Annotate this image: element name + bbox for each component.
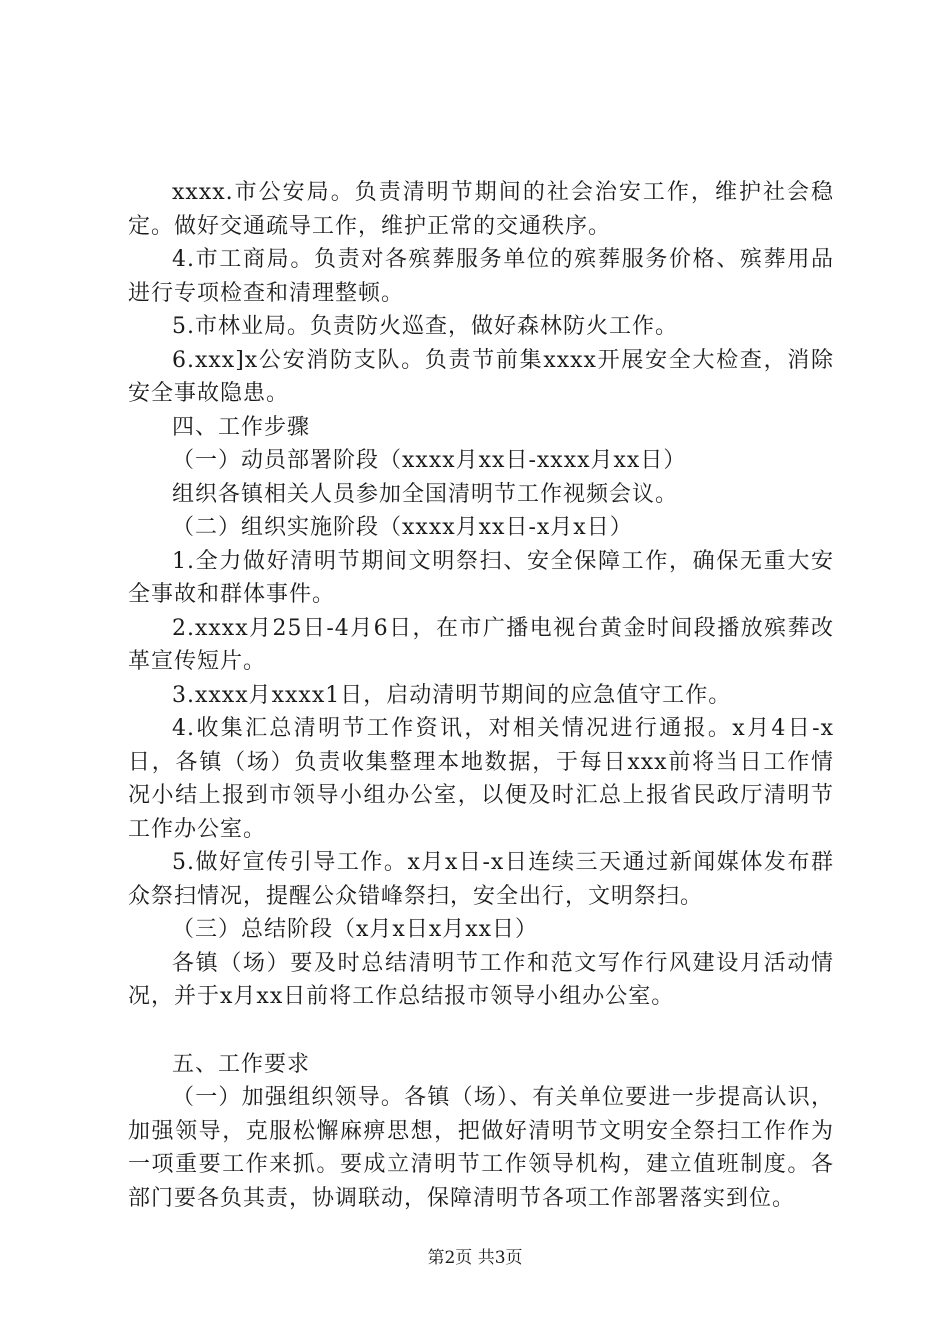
subheading-mobilization-stage: （一）动员部署阶段（xxxx月xx日-xxxx月xx日） [172,448,687,473]
paragraph-commerce-bureau: 4.市工商局。负责对各殡葬服务单位的殡葬服务价格、殡葬用品进行专项检查和清理整顿。 [128,247,834,306]
document-body [128,176,834,1215]
paragraph-step-3: 3.xxxx月xxxx1日，启动清明节期间的应急值守工作。 [172,682,732,708]
subheading-implementation-stage: （二）组织实施阶段（xxxx月xx日-x月x日） [172,515,633,540]
paragraph-forestry-bureau: 5.市林业局。负责防火巡查，做好森林防火工作。 [172,314,678,339]
section-heading-work-steps: 四、工作步骤 [172,414,311,440]
paragraph-step-4: 4.收集汇总清明节工作资讯，对相关情况进行通报。x月4日-x日，各镇（场）负责收集整理本地数据，于每日xxx前将当日工作情况小结上报到市领导小组办公室，以便及时汇总上报省民政厅清明节工作办公室。 [128,716,834,842]
section-heading-work-requirements: 五、工作要求 [172,1051,311,1077]
paragraph-step-5: 5.做好宣传引导工作。x月x日-x日连续三天通过新闻媒体发布群众祭扫情况，提醒公众错峰祭扫，安全出行，文明祭扫。 [128,850,834,909]
paragraph-requirement-1: （一）加强组织领导。各镇（场）、有关单位要进一步提高认识，加强领导，克服松懈麻痹思想，把做好清明节文明安全祭扫工作作为一项重要工作来抓。要成立清明节工作领导机构，建立值班制度。各部门要各负其责，协调联动，保障清明节各项工作部署落实到位。 [128,1085,834,1211]
paragraph-public-security: xxxx.市公安局。负责清明节期间的社会治安工作，维护社会稳定。做好交通疏导工作，维护正常的交通秩序。 [128,180,834,239]
subheading-summary-stage: （三）总结阶段（x月x日x月xx日） [172,917,539,942]
paragraph-step-2: 2.xxxx月25日-4月6日，在市广播电视台黄金时间段播放殡葬改革宣传短片。 [128,615,834,674]
page-number-footer: 第2页 共3页 [427,1248,523,1268]
paragraph-fire-brigade: 6.xxx]x公安消防支队。负责节前集xxxx开展安全大检查，消除安全事故隐患。 [128,347,834,406]
paragraph-video-conference: 组织各镇相关人员参加全国清明节工作视频会议。 [172,481,679,507]
paragraph-step-1: 1.全力做好清明节期间文明祭扫、安全保障工作，确保无重大安全事故和群体事件。 [128,548,834,607]
paragraph-summary-report: 各镇（场）要及时总结清明节工作和范文写作行风建设月活动情况，并于x月xx日前将工作总结报市领导小组办公室。 [128,950,834,1009]
